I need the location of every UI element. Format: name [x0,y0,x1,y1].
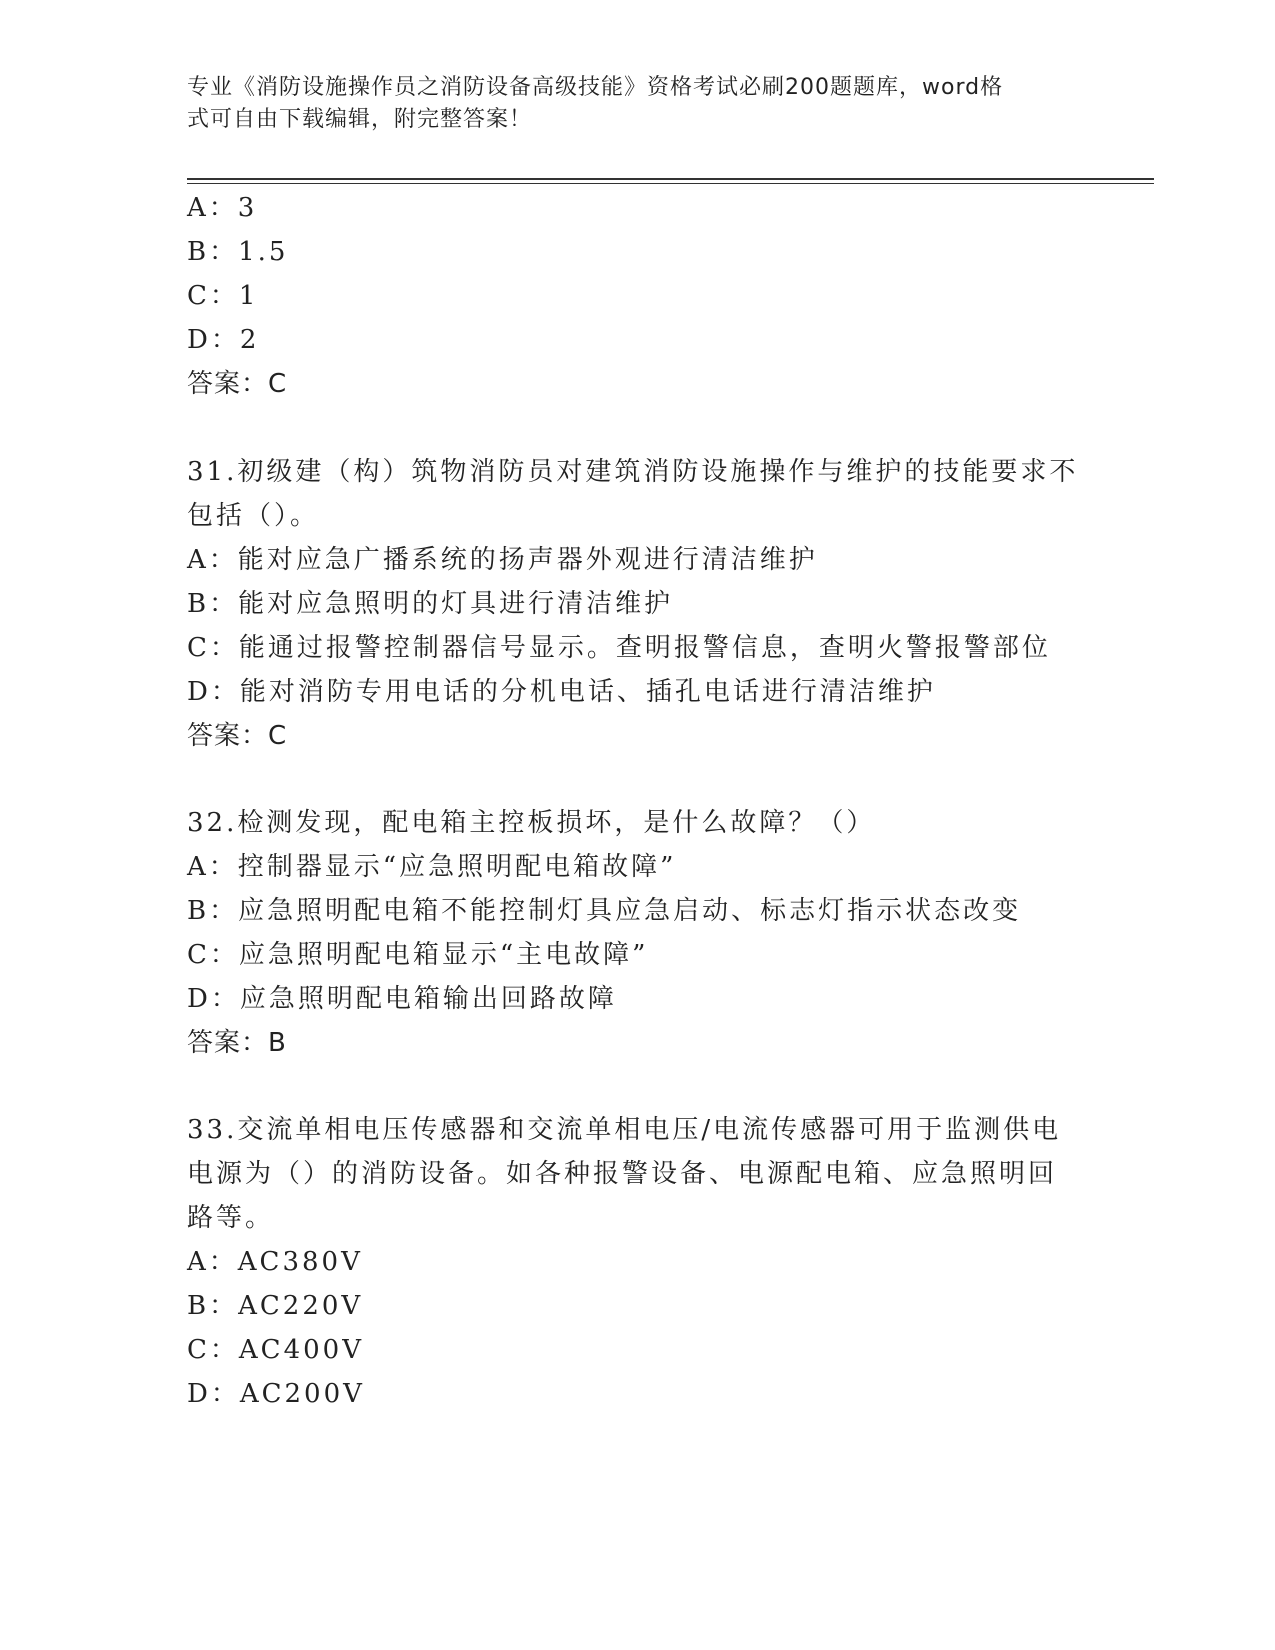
header-line-2: 式可自由下载编辑，附完整答案！ [187,107,533,132]
q32-option-d: D：应急照明配电箱输出回路故障 [187,984,617,1014]
q33-option-d: D：AC200V [187,1379,365,1409]
q32-option-b: B：应急照明配电箱不能控制灯具应急启动、标志灯指示状态改变 [187,896,1022,926]
q32-stem: 32.检测发现，配电箱主控板损坏，是什么故障？（） [187,808,876,838]
q33-option-b: B：AC220V [187,1291,364,1321]
prev-option-c: C：1 [187,281,259,311]
q31-option-b: B：能对应急照明的灯具进行清洁维护 [187,589,674,619]
q31-option-a: A：能对应急广播系统的扬声器外观进行清洁维护 [187,545,818,575]
header-divider-thick [187,178,1154,180]
q32-answer: 答案：B [187,1028,287,1058]
q33-option-c: C：AC400V [187,1335,364,1365]
prev-option-a: A：3 [187,193,258,223]
header-line-1: 专业《消防设施操作员之消防设备高级技能》资格考试必刷200题题库，word格 [187,75,1004,100]
q33-stem-line-2: 电源为（）的消防设备。如各种报警设备、电源配电箱、应急照明回 [187,1159,1058,1189]
q32-option-a: A：控制器显示“应急照明配电箱故障” [187,852,677,882]
header-divider-thin [187,183,1154,184]
prev-answer: 答案：C [187,369,288,399]
q31-answer: 答案：C [187,721,288,751]
q33-stem-line-1: 33.交流单相电压传感器和交流单相电压/电流传感器可用于监测供电 [187,1115,1062,1145]
q31-stem-line-2: 包括（）。 [187,501,320,531]
document-header [187,72,1067,136]
prev-option-b: B：1.5 [187,237,289,267]
q31-stem-line-1: 31.初级建（构）筑物消防员对建筑消防设施操作与维护的技能要求不 [187,457,1079,487]
prev-option-d: D：2 [187,325,260,355]
q33-option-a: A：AC380V [187,1247,363,1277]
q31-option-d: D：能对消防专用电话的分机电话、插孔电话进行清洁维护 [187,677,936,707]
q33-stem-line-3: 路等。 [187,1203,275,1233]
q32-option-c: C：应急照明配电箱显示“主电故障” [187,940,649,970]
q31-option-c: C：能通过报警控制器信号显示。查明报警信息，查明火警报警部位 [187,633,1051,663]
